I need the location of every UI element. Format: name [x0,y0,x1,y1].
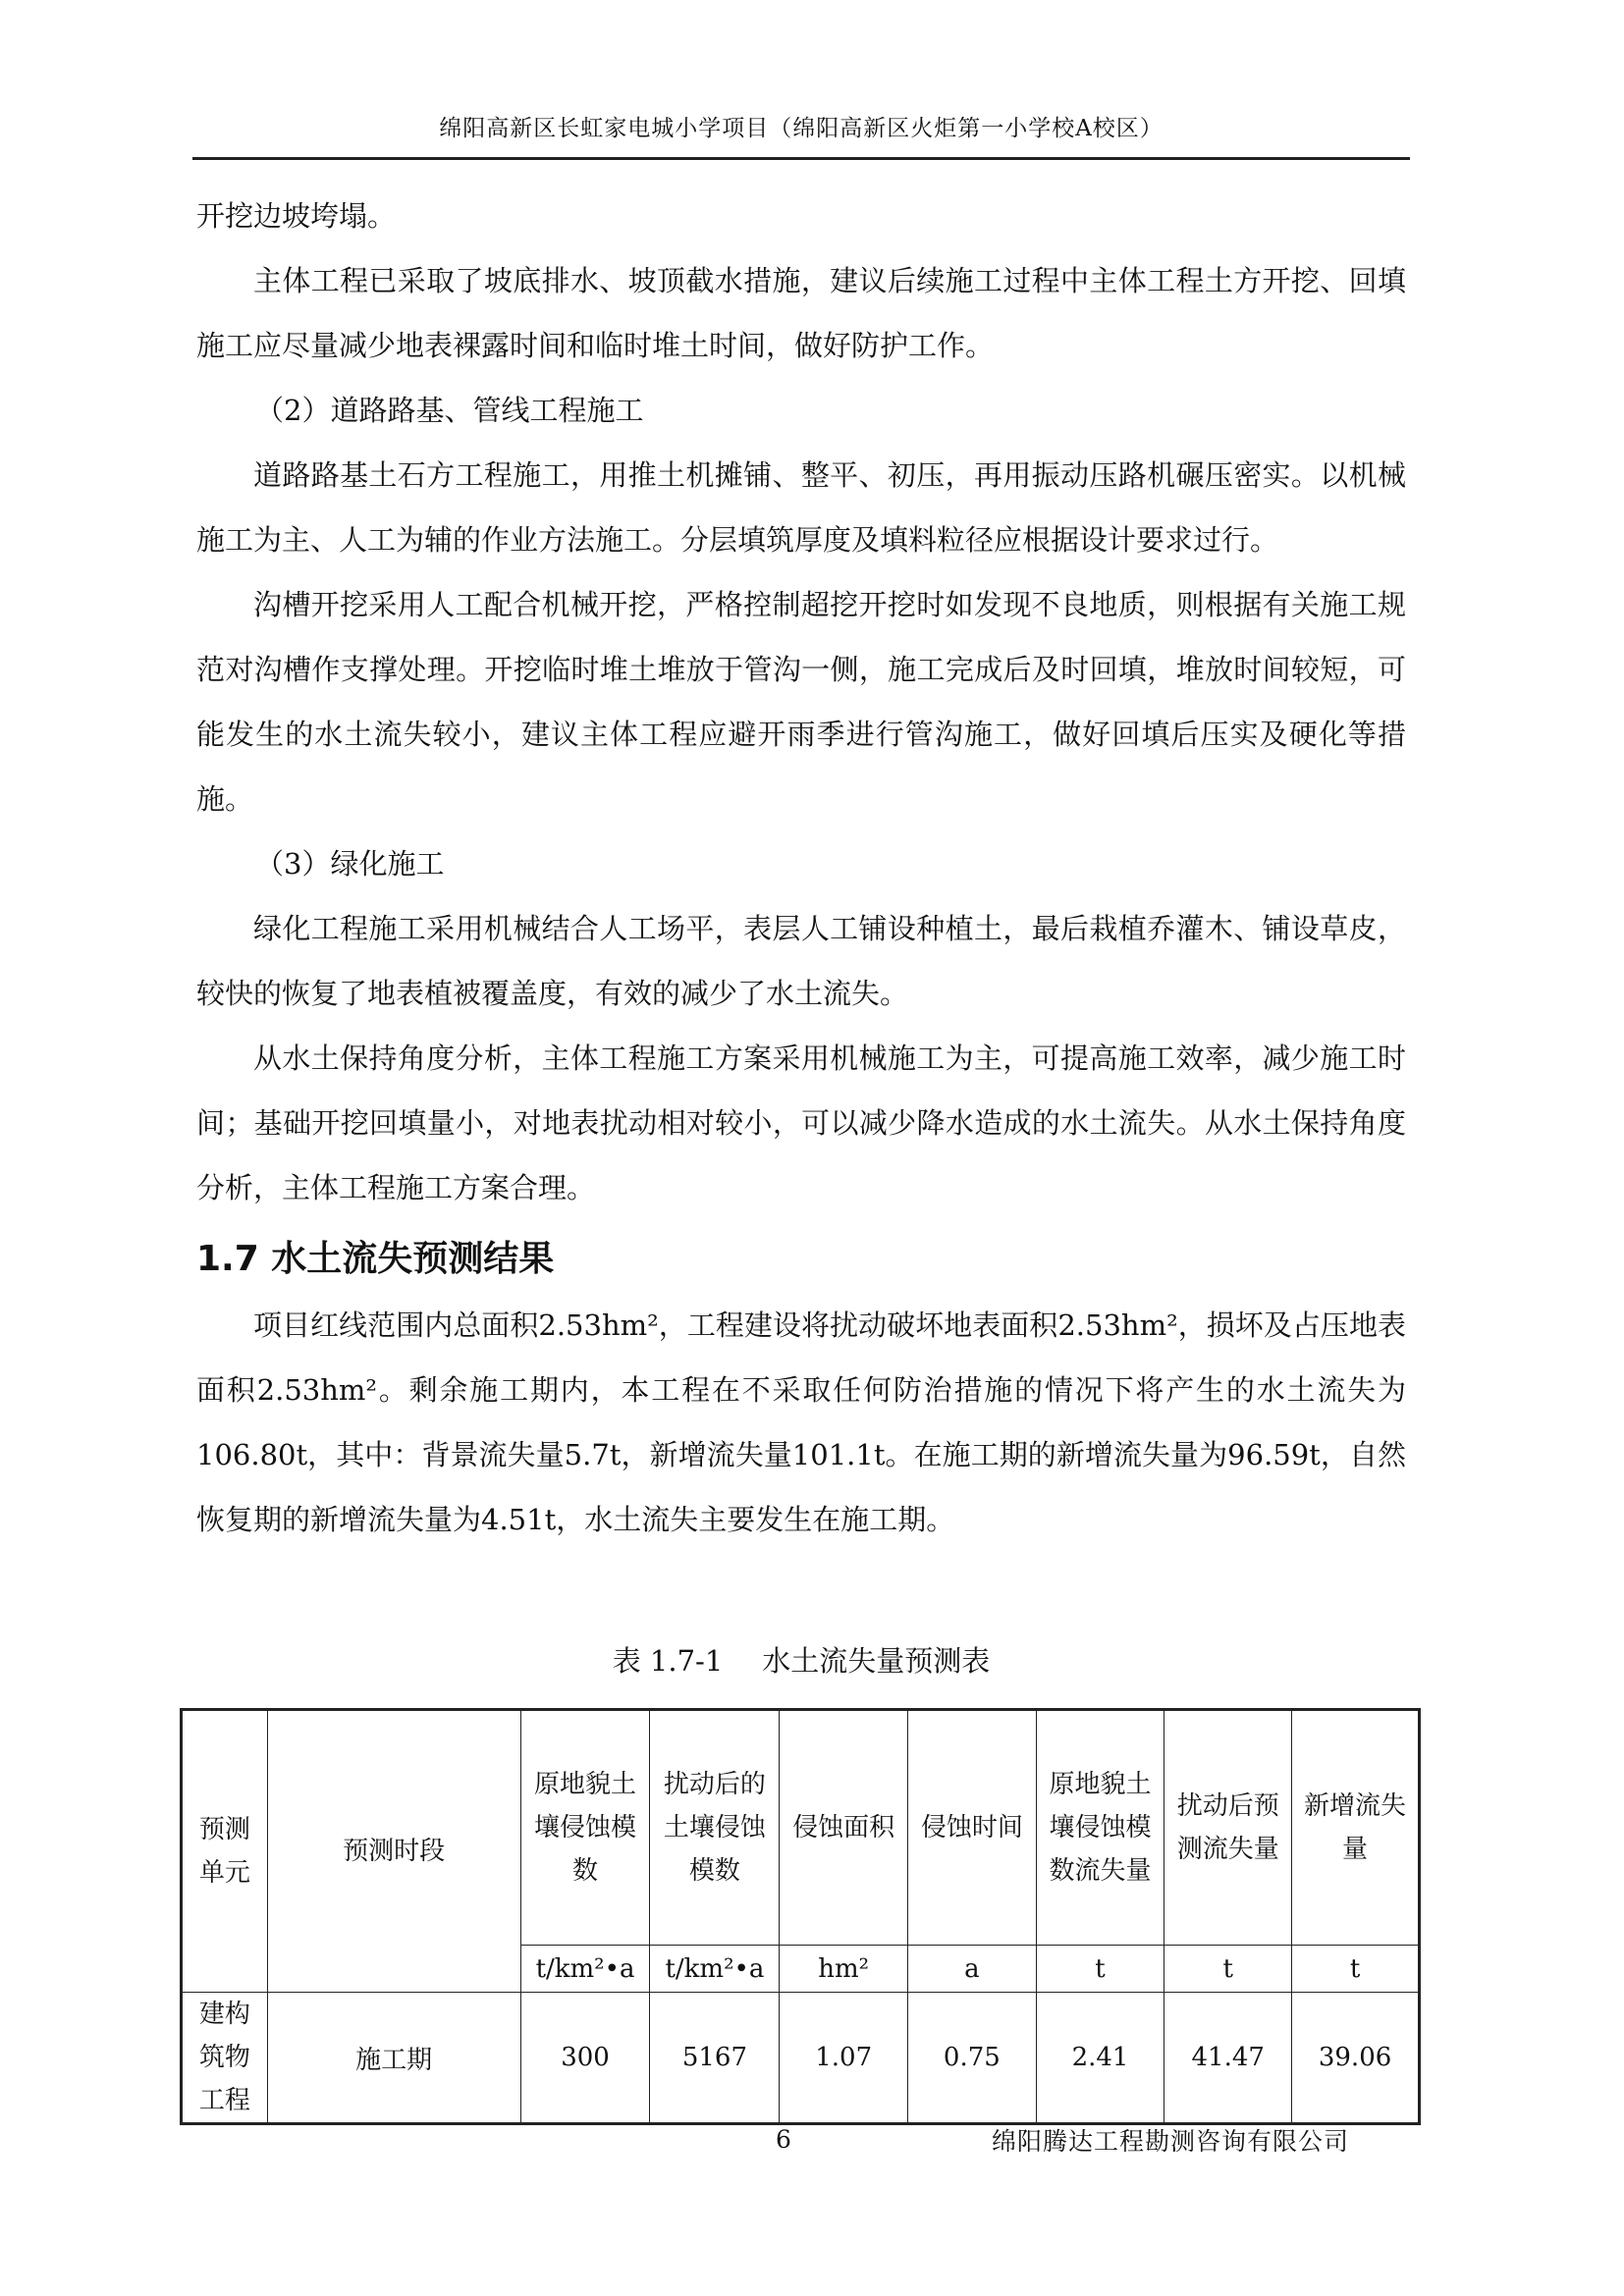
cell-time: 0.75 [908,1993,1037,2124]
table-caption [196,1639,1406,1680]
soil-loss-table [180,1708,1421,2125]
cell-pred-loss: 41.47 [1164,1993,1292,2124]
paragraph-continuation: 开挖边坡垮塌。 [196,199,397,233]
section-heading: 1.7 水土流失预测结果 [196,1239,555,1279]
header-period: 预测时段 [267,1710,520,1993]
table-row [182,1993,1420,2124]
unit-orig-loss: t [1036,1946,1164,1993]
header-orig-loss: 原地貌土壤侵蚀模数流失量 [1036,1710,1164,1946]
paragraph-road-subgrade: 道路路基土石方工程施工，用推土机摊铺、整平、初压，再用振动压路机碾压密实。以机械施工为主、人工为辅的作业方法施工。分层填筑厚度及填料粒径应根据设计要求过行。 [196,458,1406,557]
header-area: 侵蚀面积 [780,1710,908,1946]
paragraph-greening: 绿化工程施工采用机械结合人工场平，表层人工铺设种植土，最后栽植乔灌木、铺设草皮，较快的恢复了地表植被覆盖度，有效的减少了水土流失。 [196,912,1406,1010]
paragraph-drainage-measures: 主体工程已采取了坡底排水、坡顶截水措施，建议后续施工过程中主体工程土方开挖、回填施工应尽量减少地表裸露时间和临时堆土时间，做好防护工作。 [196,264,1406,362]
header-unit: 预测单元 [182,1710,268,1993]
cell-dist-modulus: 5167 [650,1993,780,2124]
paragraph-prediction: 项目红线范围内总面积2.53hm²，工程建设将扰动破坏地表面积2.53hm²，损坏及占压地表面积2.53hm²。剩余施工期内，本工程在不采取任何防治措施的情况下将产生的水土流失为106.80t，其中：背景流失量5.7t，新增流失量101.1t。在施工期的新增流失量为96.59t，自然恢复期的新增流失量为4.51t，水土流失主要发生在施工期。 [196,1308,1406,1536]
header-orig-modulus: 原地貌土壤侵蚀模数 [520,1710,650,1946]
paragraph-analysis: 从水土保持角度分析，主体工程施工方案采用机械施工为主，可提高施工效率，减少施工时间；基础开挖回填量小，对地表扰动相对较小，可以减少降水造成的水土流失。从水土保持角度分析，主体工程施工方案合理。 [196,1041,1406,1204]
table-caption-title: 水土流失量预测表 [762,1644,991,1678]
running-header: 绵阳高新区长虹家电城小学项目（绵阳高新区火炬第一小学校A校区） [439,116,1164,141]
table-caption-number: 表 1.7-1 [612,1644,724,1678]
subheading-greening: （3）绿化施工 [255,847,445,881]
page-number: 6 [776,2125,791,2154]
header-dist-modulus: 扰动后的土壤侵蚀模数 [650,1710,780,1946]
header-rule [192,157,1410,160]
unit-orig-modulus: t/km²•a [520,1946,650,1993]
subheading-road-pipeline: （2）道路路基、管线工程施工 [255,394,644,427]
paragraph-trench-excavation: 沟槽开挖采用人工配合机械开挖，严格控制超挖开挖时如发现不良地质，则根据有关施工规范对沟槽作支撑处理。开挖临时堆土堆放于管沟一侧，施工完成后及时回填，堆放时间较短，可能发生的水土流失较小，建议主体工程应避开雨季进行管沟施工，做好回填后压实及硬化等措施。 [196,588,1406,816]
cell-orig-loss: 2.41 [1036,1993,1164,2124]
header-pred-loss: 扰动后预测流失量 [1164,1710,1292,1946]
cell-unit: 建构筑物工程 [182,1993,268,2124]
body-content [196,184,1406,1552]
cell-new-loss: 39.06 [1292,1993,1420,2124]
header-new-loss: 新增流失量 [1292,1710,1420,1946]
unit-dist-modulus: t/km²•a [650,1946,780,1993]
unit-time: a [908,1946,1037,1993]
footer-company: 绵阳腾达工程勘测咨询有限公司 [992,2127,1350,2156]
cell-orig-modulus: 300 [520,1993,650,2124]
header-time: 侵蚀时间 [908,1710,1037,1946]
unit-pred-loss: t [1164,1946,1292,1993]
cell-period: 施工期 [267,1993,520,2124]
cell-area: 1.07 [780,1993,908,2124]
unit-new-loss: t [1292,1946,1420,1993]
unit-area: hm² [780,1946,908,1993]
